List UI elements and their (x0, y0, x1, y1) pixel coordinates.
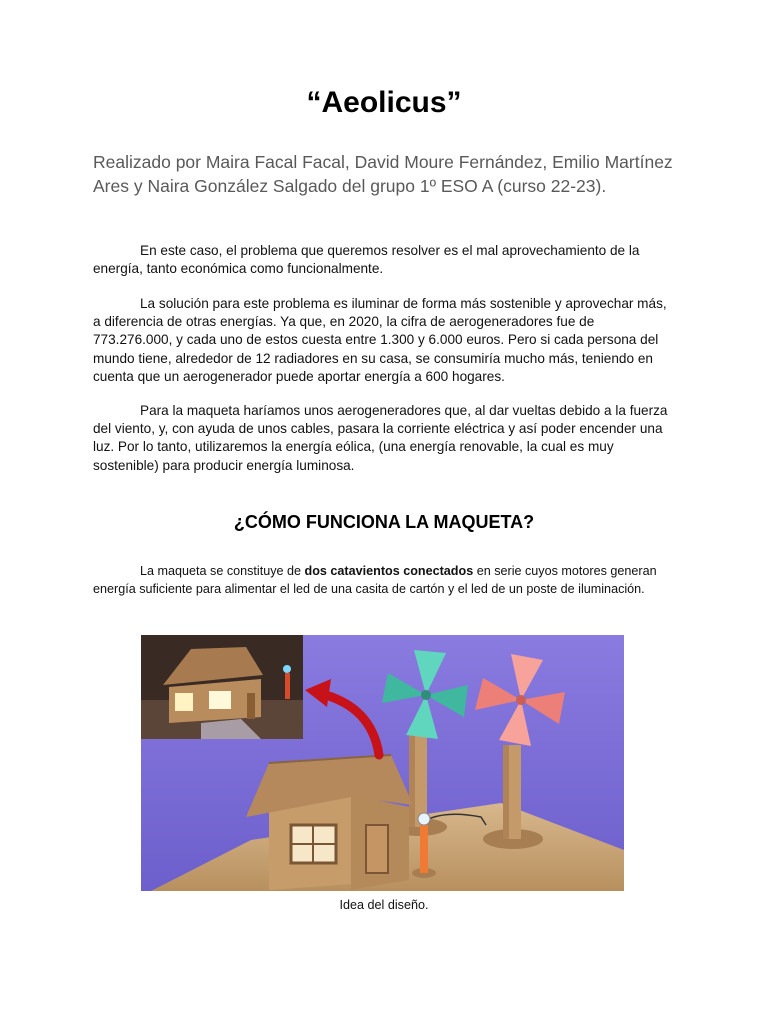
section-heading: ¿CÓMO FUNCIONA LA MAQUETA? (233, 512, 535, 532)
paragraph-text: En este caso, el problema que queremos resolver es el mal aprovechamiento de la energía, tanto económica como funcionalmente. (93, 243, 640, 277)
design-figure (141, 635, 624, 891)
paragraph-model (93, 402, 673, 475)
paragraph-problem (93, 242, 673, 278)
figure-caption: Idea del diseño. (339, 898, 429, 912)
document-title: “Aeolicus” (306, 86, 462, 119)
authors-line: Realizado por Maira Facal Facal, David Moure Fernández, Emilio Martínez Ares y Naira González Salgado del grupo 1º ESO A (curso 22-23). (93, 152, 673, 196)
paragraph-text: Para la maqueta haríamos unos aerogeneradores que, al dar vueltas debido a la fuerza del viento, y, con ayuda de unos cables, pasara la corriente eléctrica y así poder encender una luz. Por lo tanto, utilizaremos la energía eólica, (una energía renovable, la cual es muy sostenible) para producir energía luminosa. (93, 403, 668, 473)
paragraph-text: La solución para este problema es iluminar de forma más sostenible y aprovechar más, a diferencia de otras energías. Ya que, en 2020, la cifra de aerogeneradores fue de 773.276.000, y cada uno de estos cuesta entre 1.300 y 6.000 euros. Pero si cada persona del mundo tiene, alrededor de 12 radiadores en su casa, se consumiría mucho más, teniendo en cuenta que un aerogenerador puede aportar energía a 600 hogares. (93, 296, 667, 384)
design-illustration (141, 635, 624, 891)
section-text-after: en serie cuyos motores generan energía suficiente para alimentar el led de una casita de cartón y el led de un poste de iluminación. (93, 564, 657, 596)
inset-photo (141, 635, 303, 739)
cardboard-house (246, 755, 413, 890)
paragraph-solution (93, 295, 673, 386)
section-text-bold: dos catavientos conectados (304, 564, 474, 578)
section-text-before: La maqueta se constituye de (140, 564, 305, 578)
section-paragraph (93, 562, 668, 598)
